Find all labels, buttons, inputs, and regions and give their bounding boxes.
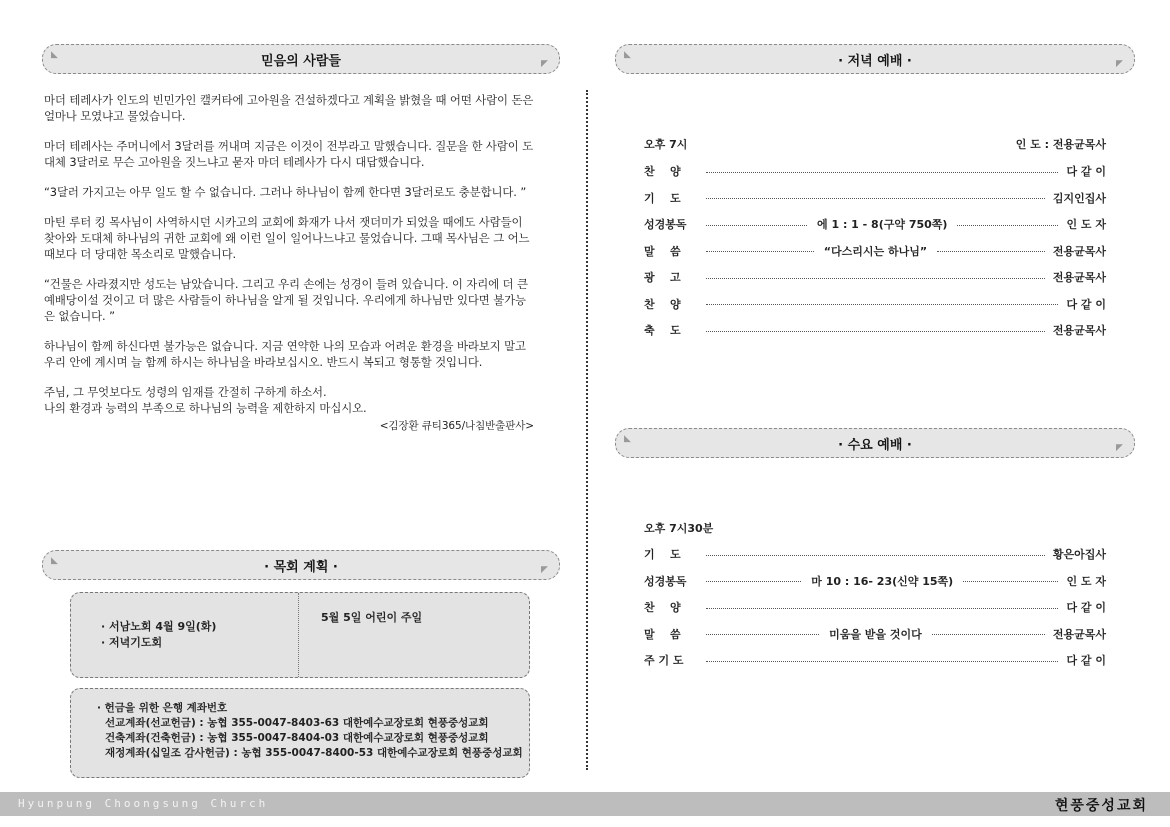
dotted-leader	[706, 581, 801, 582]
story-paragraph: “건물은 사라졌지만 성도는 남았습니다. 그리고 우리 손에는 성경이 들려 있습니다. 이 자리에 더 큰 예배당이설 것이고 더 많은 사람들이 하나님을 알게 될 것입니다. 우리에게 하나님만 있다면 불가능은 없습니다. ”	[44, 277, 528, 323]
evening-time: 오후 7시	[644, 138, 688, 151]
story-text	[44, 92, 534, 448]
dotted-leader	[706, 661, 1058, 662]
dotted-leader	[932, 634, 1045, 635]
order-label: 성경봉독	[644, 574, 687, 588]
order-label: 찬 양	[644, 165, 681, 179]
order-label: 말 씀	[644, 627, 681, 641]
order-person: 전용균목사	[1052, 271, 1106, 285]
order-person: 다 같 이	[1066, 654, 1106, 668]
order-detail: 마 10 : 16- 23(신약 15쪽)	[811, 574, 954, 588]
order-row	[644, 291, 1106, 318]
order-label: 찬 양	[644, 297, 681, 311]
bank-account: 재정계좌(십일조 감사헌금) : 농협 355-0047-8400-53 대한예수교장로회 현풍중성교회	[105, 747, 523, 759]
dotted-leader	[706, 278, 1045, 279]
order-person: 다 같 이	[1066, 165, 1106, 179]
order-row	[644, 621, 1106, 648]
order-person: 인 도 자	[1066, 574, 1107, 588]
story-paragraph: 하나님이 함께 하신다면 불가능은 없습니다. 지금 연약한 나의 모습과 어려운 환경을 바라보지 말고 우리 안에 계시며 늘 함께 하시는 하나님을 바라보십시오. 반드시 복되고 형통할 것입니다.	[44, 339, 526, 369]
corner-ornament-icon: ◤	[541, 565, 548, 575]
bank-box	[70, 688, 530, 778]
corner-ornament-icon: ◤	[1116, 443, 1123, 453]
order-row	[644, 185, 1106, 212]
order-row	[644, 541, 1106, 568]
order-label: 기 도	[644, 548, 681, 562]
bank-account: 선교계좌(선교헌금) : 농협 355-0047-8403-63 대한예수교장로회 현풍중성교회	[105, 717, 489, 729]
order-person: 다 같 이	[1066, 297, 1106, 311]
footer-bar	[0, 792, 1170, 816]
corner-ornament-icon: ◣	[51, 556, 58, 566]
order-person: 김지인집사	[1052, 191, 1106, 205]
order-label: 축 도	[644, 324, 681, 338]
dotted-leader	[706, 555, 1045, 556]
plan-title: · 목회 계획 ·	[264, 559, 338, 575]
order-label: 광 고	[644, 271, 681, 285]
plan-column-left	[71, 593, 299, 677]
order-row	[644, 317, 1106, 344]
story-paragraph: “3달러 가지고는 아무 일도 할 수 없습니다. 그러나 하나님이 함께 한다면 3달러로도 충분합니다. ”	[44, 185, 527, 199]
corner-ornament-icon: ◤	[541, 59, 548, 69]
story-title-banner	[42, 44, 560, 74]
order-person: 다 같 이	[1066, 601, 1106, 615]
dotted-leader	[706, 331, 1045, 332]
order-label: 찬 양	[644, 601, 681, 615]
bank-account: 건축계좌(건축헌금) : 농협 355-0047-8404-03 대한예수교장로회 현풍중성교회	[105, 732, 489, 744]
corner-ornament-icon: ◣	[624, 434, 631, 444]
order-label: 주 기 도	[644, 654, 684, 668]
footer-church-korean: 현풍중성교회	[1054, 798, 1148, 814]
corner-ornament-icon: ◣	[624, 50, 631, 60]
wednesday-title-banner	[615, 428, 1135, 458]
plan-column-right	[299, 593, 529, 677]
order-row	[644, 238, 1106, 265]
evening-order	[644, 158, 1106, 344]
order-detail: 미움을 받을 것이다	[829, 627, 922, 641]
dotted-leader	[937, 251, 1045, 252]
order-row	[644, 594, 1106, 621]
corner-ornament-icon: ◣	[51, 50, 58, 60]
dotted-leader	[706, 172, 1058, 173]
wednesday-title: · 수요 예배 ·	[838, 437, 912, 453]
corner-ornament-icon: ◤	[1116, 59, 1123, 69]
dotted-leader	[963, 581, 1058, 582]
dotted-leader	[957, 225, 1058, 226]
order-detail: “다스리시는 하나님”	[823, 244, 928, 258]
evening-title: · 저녁 예배 ·	[838, 53, 912, 69]
order-person: 황은아집사	[1052, 548, 1106, 562]
evening-leader: 인 도 : 전용균목사	[1015, 138, 1106, 151]
dotted-leader	[706, 251, 814, 252]
dotted-leader	[706, 304, 1058, 305]
order-row	[644, 211, 1106, 238]
order-person: 인 도 자	[1066, 218, 1107, 232]
order-label: 성경봉독	[644, 218, 687, 232]
story-paragraph: 마틴 루터 킹 목사님이 사역하시던 시카고의 교회에 화재가 나서 잿더미가 되었을 때에도 사람들이 찾아와 도대체 하나님의 귀한 교회에 왜 이런 일이 일어나느냐고 물었습니다. 그때 목사님은 그 어느 때보다 더 당대한 목소리로 말했습니다.	[44, 215, 530, 261]
bank-title: · 헌금을 위한 은행 계좌번호	[97, 702, 228, 714]
plan-item: 5월 5일 어린이 주일	[321, 611, 423, 624]
wednesday-time: 오후 7시30분	[644, 522, 714, 535]
story-paragraph: 마더 테레사는 주머니에서 3달러를 꺼내며 지금은 이것이 전부라고 말했습니다. 질문을 한 사람이 도대체 3달러로 무슨 고아원을 짓느냐고 묻자 마더 테레사가 다시 대답했습니다.	[44, 139, 534, 169]
story-paragraph: 주님, 그 무엇보다도 성령의 임재를 간절히 구하게 하소서. 나의 환경과 능력의 부족으로 하나님의 능력을 제한하지 마십시오.	[44, 385, 367, 415]
page-divider	[586, 90, 588, 770]
order-person: 전용균목사	[1052, 627, 1106, 641]
order-person: 전용균목사	[1052, 324, 1106, 338]
plan-item: · 저녁기도회	[101, 636, 163, 649]
story-source: <김장환 큐티365/나침반출판사>	[379, 420, 534, 432]
plan-box	[70, 592, 530, 678]
plan-item: · 서남노회 4월 9일(화)	[101, 620, 217, 633]
order-person: 전용균목사	[1052, 244, 1106, 258]
dotted-leader	[706, 634, 819, 635]
evening-title-banner	[615, 44, 1135, 74]
dotted-leader	[706, 198, 1045, 199]
plan-title-banner	[42, 550, 560, 580]
footer-church-english: Hyunpung Choongsung Church	[18, 797, 269, 810]
story-paragraph: 마더 테레사가 인도의 빈민가인 캘커타에 고아원을 건설하겠다고 계획을 밝혔을 때 어떤 사람이 돈은 얼마나 모였냐고 물었습니다.	[44, 93, 534, 123]
order-row	[644, 264, 1106, 291]
order-label: 기 도	[644, 191, 681, 205]
order-label: 말 씀	[644, 244, 681, 258]
wednesday-order	[644, 541, 1106, 674]
dotted-leader	[706, 225, 807, 226]
order-row	[644, 647, 1106, 674]
order-row	[644, 158, 1106, 185]
order-row	[644, 568, 1106, 595]
dotted-leader	[706, 608, 1058, 609]
story-title: 믿음의 사람들	[261, 53, 341, 69]
order-detail: 에 1 : 1 - 8(구약 750쪽)	[817, 218, 948, 232]
